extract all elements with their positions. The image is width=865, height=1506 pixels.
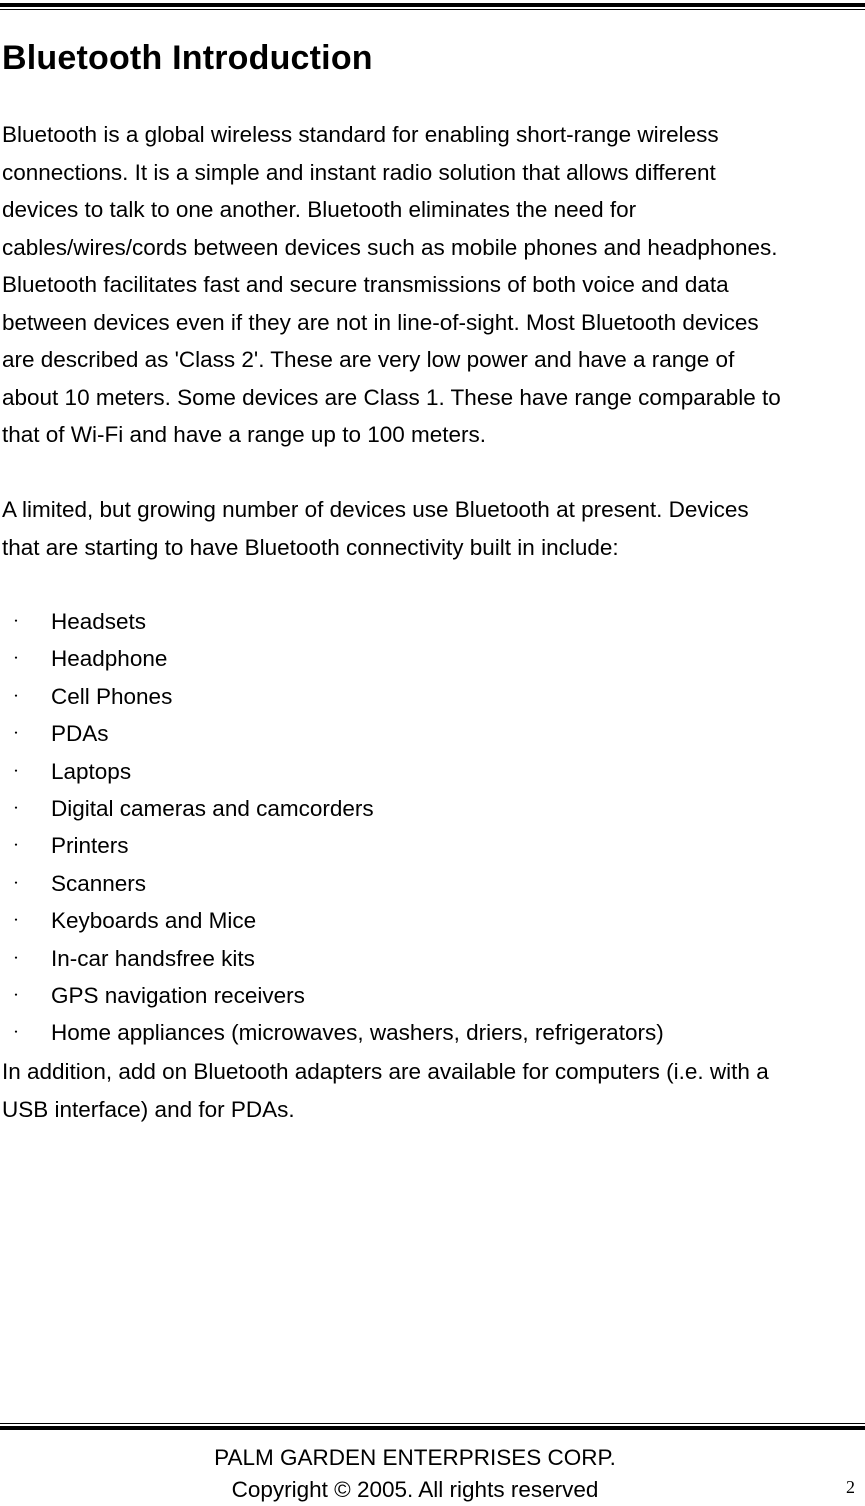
list-item-label: PDAs [51, 721, 109, 747]
list-item-label: Cell Phones [51, 683, 173, 709]
paragraph-line: cables/wires/cords between devices such as mobile phones and headphones. [2, 234, 778, 260]
bullet-icon: ・ [10, 614, 23, 628]
footer-rule [0, 1423, 865, 1430]
paragraph-line: connections. It is a simple and instant radio solution that allows different [2, 159, 716, 185]
footer [0, 1442, 830, 1506]
bullet-icon: ・ [10, 913, 23, 928]
list-item-label: Digital cameras and camcorders [51, 795, 374, 821]
paragraph-line: devices to talk to one another. Bluetooth eliminates the need for [2, 197, 637, 222]
paragraph-line: Bluetooth facilitates fast and secure transmissions of both voice and data [2, 272, 729, 297]
paragraph-line: A limited, but growing number of devices use Bluetooth at present. Devices [2, 497, 749, 522]
bullet-icon: ・ [10, 726, 23, 741]
list-item-label: In-car handsfree kits [51, 945, 255, 971]
list-item-label: Keyboards and Mice [51, 908, 257, 934]
devices-intro-paragraph [2, 491, 749, 566]
footer-copyright: Copyright © 2005. All rights reserved [231, 1477, 599, 1502]
footer-company: PALM GARDEN ENTERPRISES CORP. [214, 1445, 616, 1470]
bullet-icon: ・ [10, 950, 23, 965]
paragraph-line: between devices even if they are not in line-of-sight. Most Bluetooth devices [2, 309, 759, 335]
paragraph-line: Bluetooth is a global wireless standard for enabling short-range wireless [2, 122, 719, 147]
list-item-label: GPS navigation receivers [51, 982, 305, 1008]
page-number: 2 [846, 1477, 855, 1497]
header-rule [0, 3, 865, 10]
paragraph-line: that of Wi-Fi and have a range up to 100 meters. [2, 422, 487, 447]
bullet-icon: ・ [10, 651, 23, 666]
intro-paragraph [2, 116, 781, 454]
list-item-label: Laptops [51, 758, 132, 784]
list-item-label: Scanners [51, 870, 147, 896]
paragraph-line: In addition, add on Bluetooth adapters are available for computers (i.e. with a [2, 1059, 769, 1084]
paragraph-line: are described as 'Class 2'. These are very low power and have a range of [2, 347, 735, 372]
list-item-label: Home appliances (microwaves, washers, driers, refrigerators) [51, 1020, 664, 1046]
bullet-icon: ・ [10, 838, 23, 853]
bullet-icon: ・ [10, 1025, 23, 1040]
paragraph-line: about 10 meters. Some devices are Class 1. These have range comparable to [2, 384, 781, 410]
bullet-icon: ・ [10, 800, 23, 815]
list-item-label: Headphone [51, 646, 168, 672]
bullet-icon: ・ [10, 763, 23, 778]
bullet-icon: ・ [10, 875, 23, 890]
page-title: Bluetooth Introduction [2, 39, 373, 77]
list-item-label: Headsets [51, 609, 147, 634]
paragraph-line: USB interface) and for PDAs. [2, 1096, 295, 1122]
list-item-label: Printers [51, 833, 129, 859]
bullet-icon: ・ [10, 987, 23, 1002]
closing-paragraph [2, 1053, 769, 1128]
paragraph-line: that are starting to have Bluetooth connectivity built in include: [2, 534, 619, 560]
bullet-icon: ・ [10, 688, 23, 703]
